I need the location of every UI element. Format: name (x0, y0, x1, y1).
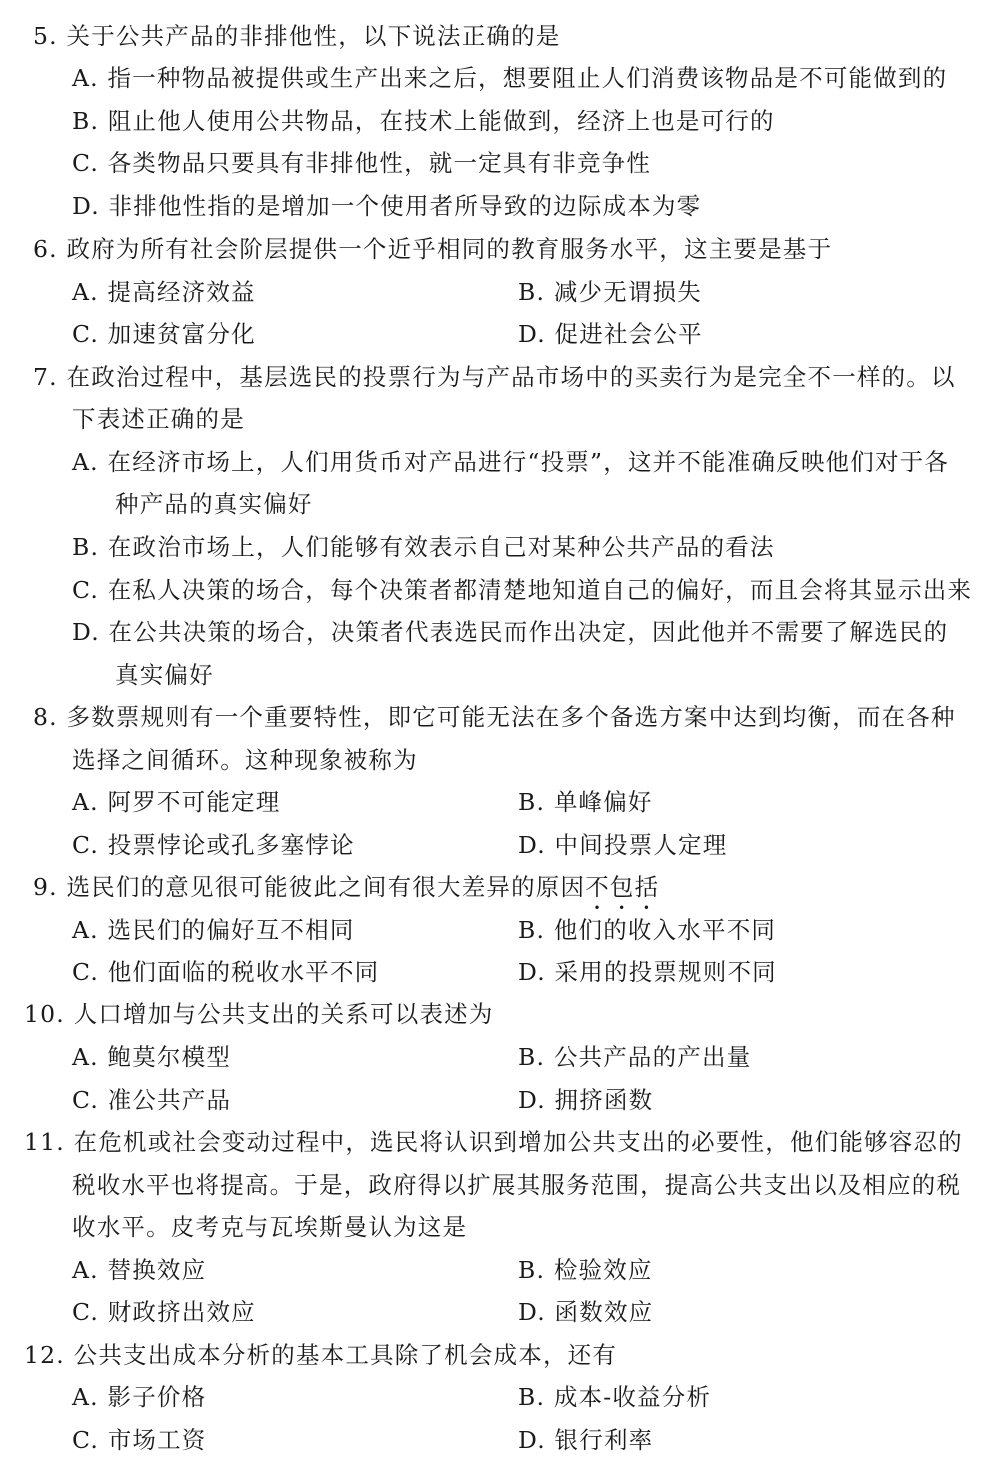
question-stem-text: 多数票规则有一个重要特性，即它可能无法在多个备选方案中达到均衡，而在各种 (66, 703, 956, 731)
option-label: C. (72, 320, 100, 348)
option-label: A. (72, 448, 99, 476)
question-5-option-a (72, 64, 947, 92)
question-5-option-c (72, 149, 651, 177)
question-8-option-b (518, 788, 653, 816)
option-label: C. (72, 958, 100, 986)
question-6-stem (33, 235, 832, 263)
question-8-option-d (518, 831, 727, 859)
question-number: 7. (33, 363, 58, 391)
question-5-option-b (72, 107, 775, 135)
option-label: C. (72, 1426, 100, 1454)
option-label: D. (72, 192, 100, 220)
option-text: 各类物品只要具有非排他性，就一定具有非竞争性 (107, 149, 652, 177)
question-10-option-b (518, 1043, 751, 1071)
option-label: C. (72, 576, 100, 604)
option-text: 影子价格 (107, 1383, 207, 1411)
question-stem-text: 在危机或社会变动过程中，选民将认识到增加公共支出的必要性，他们能够容忍的 (73, 1128, 963, 1156)
option-text: 在公共决策的场合，决策者代表选民而作出决定，因此他并不需要了解选民的 (108, 618, 949, 646)
option-label: A. (72, 1256, 99, 1284)
question-7-stem-continued (72, 405, 245, 433)
option-label: A. (72, 1043, 99, 1071)
option-label: A. (72, 64, 99, 92)
option-label: B. (518, 1256, 546, 1284)
question-stem-text: 关于公共产品的非排他性，以下说法正确的是 (66, 22, 561, 50)
option-text: 种产品的真实偏好 (115, 490, 313, 518)
option-label: B. (518, 1383, 546, 1411)
option-label: B. (518, 278, 546, 306)
option-text: 他们的收入水平不同 (553, 916, 777, 944)
question-11-stem (24, 1128, 963, 1156)
option-text: 他们面临的税收水平不同 (107, 958, 380, 986)
question-11-option-a (72, 1256, 206, 1284)
question-8-option-a (72, 788, 280, 816)
option-text: 公共产品的产出量 (553, 1043, 752, 1071)
question-number: 11. (24, 1128, 65, 1156)
option-text: 财政挤出效应 (107, 1298, 256, 1326)
option-text: 非排他性指的是增加一个使用者所导致的边际成本为零 (108, 192, 702, 220)
option-label: A. (72, 788, 99, 816)
question-9-option-a (72, 916, 355, 944)
question-stem-text: 在政治过程中，基层选民的投票行为与产品市场中的买卖行为是完全不一样的。以 (66, 363, 956, 391)
question-stem-text: 下表述正确的是 (72, 405, 245, 433)
question-11-option-d (518, 1298, 653, 1326)
question-6-option-d (518, 320, 703, 348)
question-7-option-c (72, 576, 972, 604)
option-text: 银行利率 (554, 1426, 654, 1454)
option-text: 拥挤函数 (554, 1086, 654, 1114)
option-label: D. (518, 831, 546, 859)
question-12-option-a (72, 1383, 206, 1411)
question-12-stem (24, 1341, 617, 1369)
option-label: A. (72, 278, 99, 306)
option-text: 函数效应 (554, 1298, 654, 1326)
option-label: D. (518, 1086, 546, 1114)
option-text: 检验效应 (553, 1256, 653, 1284)
question-9-option-c (72, 958, 379, 986)
question-7-option-a-continued (115, 490, 313, 518)
option-text: 市场工资 (107, 1426, 207, 1454)
question-5-stem (33, 22, 561, 50)
question-12-option-c (72, 1426, 207, 1454)
question-stem-text: 选择之间循环。这种现象被称为 (72, 746, 418, 774)
option-label: C. (72, 1086, 100, 1114)
option-text: 在私人决策的场合，每个决策者都清楚地知道自己的偏好，而且会将其显示出来 (107, 576, 973, 604)
question-number: 5. (33, 22, 58, 50)
question-9-option-b (518, 916, 776, 944)
question-7-option-b (72, 533, 775, 561)
option-label: A. (72, 1383, 99, 1411)
option-text: 真实偏好 (115, 661, 214, 689)
question-stem-text: 公共支出成本分析的基本工具除了机会成本，还有 (73, 1341, 618, 1369)
question-11-stem-continued-2 (72, 1213, 467, 1241)
question-number: 6. (33, 235, 58, 263)
option-text: 单峰偏好 (553, 788, 653, 816)
option-text: 阻止他人使用公共物品，在技术上能做到，经济上也是可行的 (107, 107, 775, 135)
option-text: 提高经济效益 (107, 278, 256, 306)
option-label: B. (518, 1043, 546, 1071)
question-6-option-a (72, 278, 256, 306)
option-text: 指一种物品被提供或生产出来之后，想要阻止人们消费该物品是不可能做到的 (107, 64, 948, 92)
option-label: A. (72, 916, 99, 944)
question-number: 9. (33, 873, 58, 901)
option-text: 加速贫富分化 (107, 320, 256, 348)
option-label: D. (518, 320, 546, 348)
question-7-option-d (72, 618, 948, 646)
option-text: 阿罗不可能定理 (107, 788, 281, 816)
option-label: B. (72, 533, 100, 561)
question-11-option-b (518, 1256, 653, 1284)
question-12-option-b (518, 1383, 711, 1411)
question-9-stem (33, 873, 659, 915)
option-text: 准公共产品 (107, 1086, 232, 1114)
option-text: 替换效应 (107, 1256, 207, 1284)
question-stem-text: 政府为所有社会阶层提供一个近乎相同的教育服务水平，这主要是基于 (66, 235, 833, 263)
question-10-stem (24, 1000, 494, 1028)
question-10-option-a (72, 1043, 231, 1071)
question-7-option-a (72, 448, 949, 476)
option-label: D. (518, 958, 546, 986)
option-text: 中间投票人定理 (554, 831, 728, 859)
question-11-stem-continued-1 (72, 1171, 961, 1199)
option-text: 采用的投票规则不同 (554, 958, 777, 986)
question-5-option-d (72, 192, 701, 220)
question-6-option-c (72, 320, 256, 348)
question-7-stem (33, 363, 956, 391)
option-text: 在政治市场上，人们能够有效表示自己对某种公共产品的看法 (107, 533, 775, 561)
question-6-option-b (518, 278, 702, 306)
question-number: 8. (33, 703, 58, 731)
option-text: 减少无谓损失 (553, 278, 703, 306)
option-label: D. (518, 1426, 546, 1454)
option-text: 鲍莫尔模型 (107, 1043, 232, 1071)
option-label: B. (72, 107, 100, 135)
option-text: 选民们的偏好互不相同 (107, 916, 355, 944)
option-text: 在经济市场上，人们用货币对产品进行“投票”，这并不能准确反映他们对于各 (107, 448, 950, 476)
question-10-option-d (518, 1086, 653, 1114)
question-9-option-d (518, 958, 777, 986)
question-11-option-c (72, 1298, 256, 1326)
emphasized-text: 不包括 (585, 873, 660, 901)
option-text: 促进社会公平 (554, 320, 703, 348)
question-stem-text: 选民们的意见很可能彼此之间有很大差异的原因 (66, 873, 586, 901)
question-8-stem-continued (72, 746, 418, 774)
question-8-option-c (72, 831, 355, 859)
question-number: 10. (24, 1000, 65, 1028)
question-8-stem (33, 703, 956, 731)
option-label: D. (518, 1298, 546, 1326)
option-label: C. (72, 831, 100, 859)
option-label: B. (518, 788, 546, 816)
option-text: 投票悖论或孔多塞悖论 (107, 831, 355, 859)
option-text: 成本-收益分析 (553, 1383, 712, 1411)
option-label: B. (518, 916, 546, 944)
question-12-option-d (518, 1426, 653, 1454)
option-label: D. (72, 618, 100, 646)
question-stem-text: 人口增加与公共支出的关系可以表述为 (73, 1000, 494, 1028)
question-10-option-c (72, 1086, 231, 1114)
question-7-option-d-continued (115, 661, 214, 689)
option-label: C. (72, 149, 100, 177)
question-number: 12. (24, 1341, 65, 1369)
question-stem-text: 收水平。皮考克与瓦埃斯曼认为这是 (72, 1213, 468, 1241)
question-stem-text: 税收水平也将提高。于是，政府得以扩展其服务范围，提高公共支出以及相应的税 (72, 1171, 962, 1199)
option-label: C. (72, 1298, 100, 1326)
